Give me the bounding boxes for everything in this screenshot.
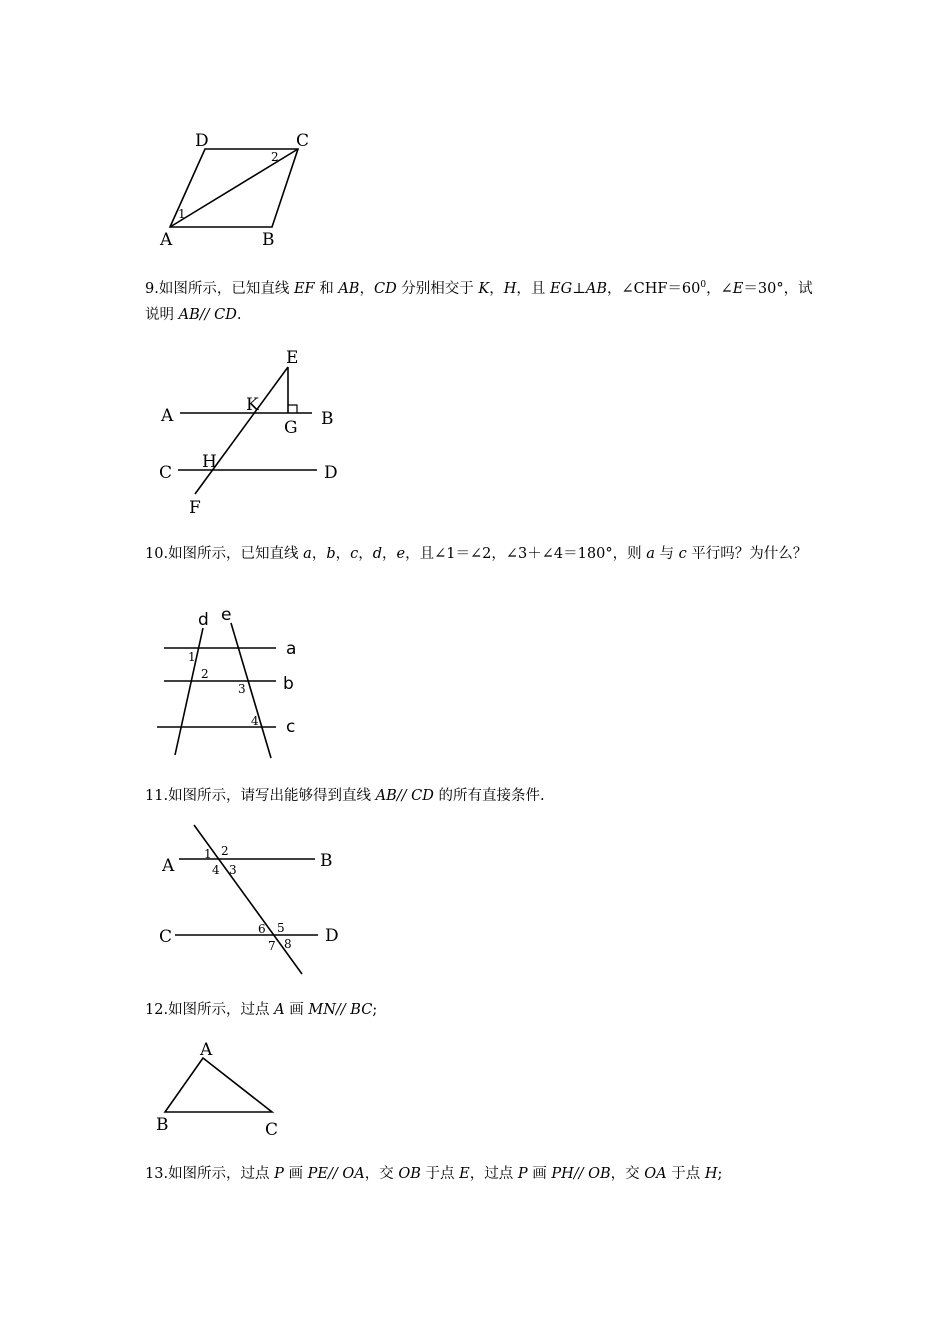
label-e: E: [286, 348, 299, 368]
figure-parallelogram: [150, 125, 350, 255]
label-a: A: [160, 230, 173, 250]
label-f: F: [189, 498, 201, 518]
label-d: D: [195, 131, 209, 151]
question-9: 9.如图所示，已知直线 EF 和 AB，CD 分别相交于 K，H，且 EG⊥AB，$\angle CHF=60^0$，∠E＝30°，试说明 AB// CD.: [145, 280, 813, 323]
angle-1: 1: [178, 207, 186, 221]
label-h: H: [202, 452, 217, 472]
right-angle-mark: [288, 405, 297, 413]
triangle-abc: [165, 1058, 272, 1112]
angle-2: 2: [201, 667, 209, 681]
figure-triangle: [150, 1035, 290, 1145]
angle-8: 8: [284, 937, 292, 951]
q13-number: 13.: [145, 1166, 169, 1182]
label-b: b: [283, 674, 294, 694]
question-11: 11.如图所示，请写出能够得到直线 AB// CD 的所有直接条件.: [145, 788, 545, 804]
line-d: [175, 628, 203, 755]
line-ef: [195, 367, 288, 494]
label-a: A: [200, 1040, 213, 1060]
angle-4: 4: [251, 714, 259, 728]
angle-1: 1: [204, 847, 212, 861]
angle-3: 3: [229, 863, 237, 877]
q10-number: 10.: [145, 546, 169, 562]
angle-7: 7: [268, 939, 276, 953]
label-b: B: [156, 1115, 169, 1135]
figure-transversal-ef: [150, 340, 350, 520]
label-c: C: [265, 1120, 279, 1140]
diagonal-ac: [170, 149, 298, 227]
label-e: e: [221, 605, 232, 625]
question-13: 13.如图所示，过点 P 画 PE// OA，交 OB 于点 E，过点 P 画 PH// OB，交 OA 于点 H;: [145, 1166, 723, 1182]
angle-2: 2: [271, 150, 279, 164]
label-d: D: [325, 926, 339, 946]
label-k: K: [246, 395, 259, 415]
angle-6: 6: [258, 922, 266, 936]
angle-1: 1: [188, 650, 196, 664]
angle-2: 2: [221, 844, 229, 858]
label-c: C: [159, 463, 173, 483]
line-e: [231, 623, 271, 758]
figure-five-lines: [150, 600, 330, 765]
label-b: B: [321, 409, 334, 429]
label-a: A: [161, 406, 174, 426]
q12-number: 12.: [145, 1002, 169, 1018]
q11-number: 11.: [145, 788, 169, 804]
label-c: c: [286, 717, 296, 737]
label-c: C: [296, 131, 310, 151]
label-d: d: [198, 610, 209, 630]
label-b: B: [262, 230, 275, 250]
q9-number: 9.: [145, 280, 159, 297]
label-b: B: [320, 851, 333, 871]
figure-eight-angles: [150, 820, 350, 980]
label-a: A: [162, 856, 175, 876]
label-g: G: [284, 418, 298, 438]
angle-4: 4: [212, 863, 220, 877]
question-10: 10.如图所示，已知直线 a，b，c，d，e，且∠1＝∠2，∠3＋∠4＝180°，则 a 与 c 平行吗？为什么？: [145, 546, 808, 562]
label-d: D: [324, 463, 338, 483]
label-a: a: [286, 639, 297, 659]
angle-3: 3: [238, 682, 246, 696]
label-c: C: [159, 927, 173, 947]
angle-5: 5: [277, 921, 285, 935]
question-12: 12.如图所示，过点 A 画 MN// BC;: [145, 1002, 378, 1018]
